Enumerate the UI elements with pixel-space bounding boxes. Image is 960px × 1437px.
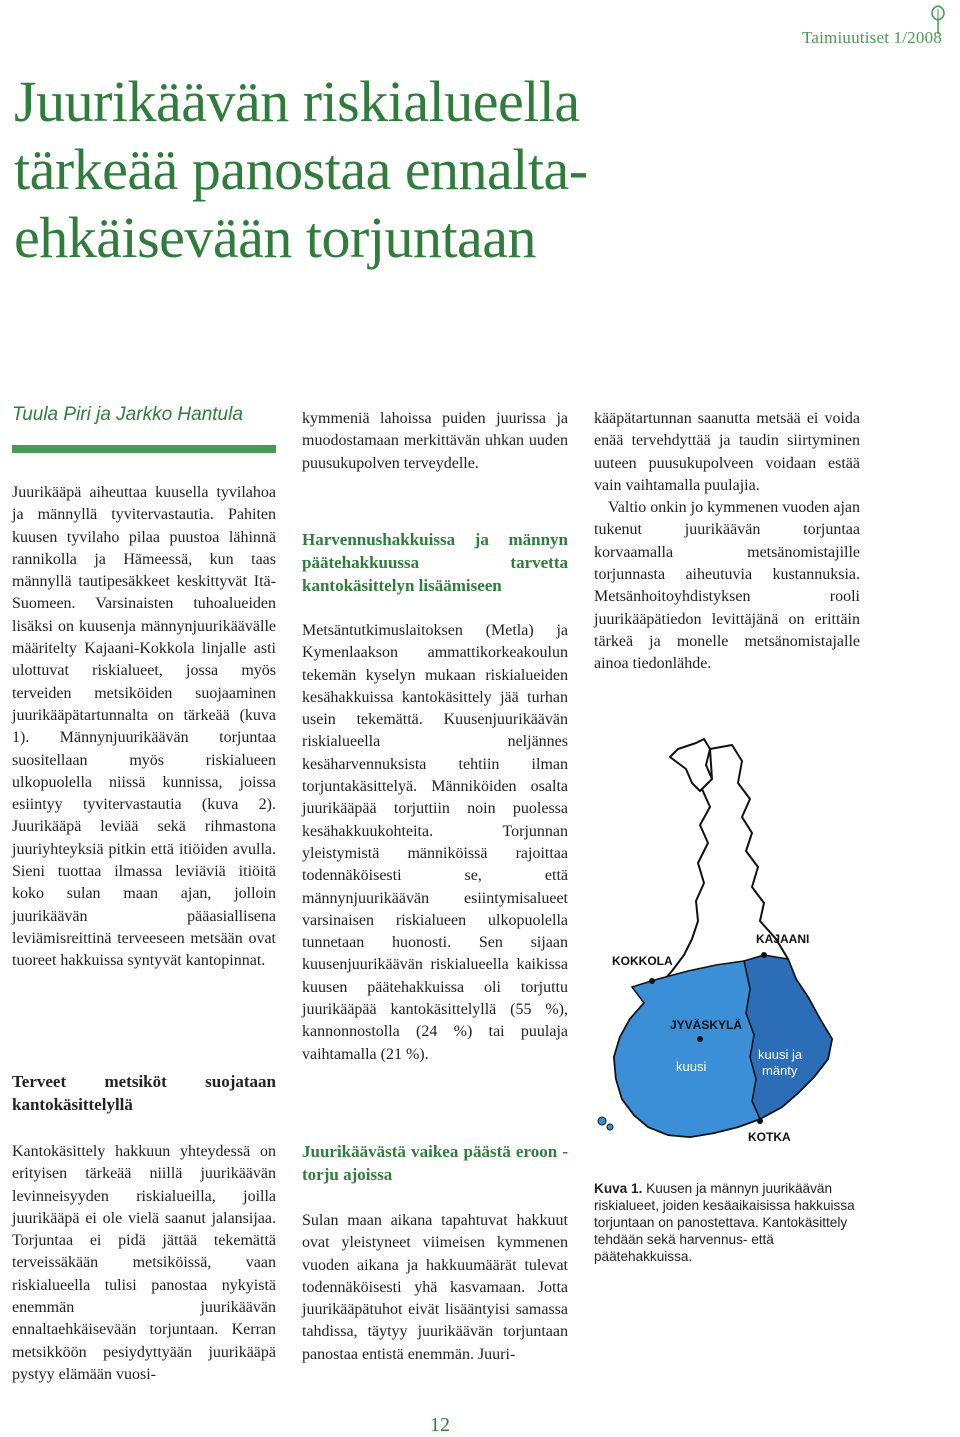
- spruce-pine-zone: [744, 955, 832, 1119]
- title-line: tärkeää panostaa ennalta-: [14, 137, 588, 202]
- caption-label: Kuva 1.: [594, 1181, 643, 1196]
- paragraph: Sulan maan aikana tapahtuvat hakkuut ovat yleistyneet viimeisen kymmenen vuoden aikana ja hakkuumäärät tulevat todennäköisesti yhä kasvamaan. Jotta juurikääpätuhot eivät lisääntyisi samassa tahdissa, täytyy juurikäävän torjuntaan panostaa entistä enemmän. Juuri-: [302, 1212, 568, 1363]
- green-divider: [12, 445, 276, 453]
- map-label-kokkola: KOKKOLA: [612, 954, 673, 968]
- body-column-2-end: [302, 1210, 568, 1366]
- aland-islands: [607, 1124, 613, 1130]
- heading-text: Harvennushakkuissa ja männyn päätehakkuussa tarvetta kantokäsittelyn lisäämiseen: [302, 530, 568, 595]
- spruce-zone: [614, 961, 760, 1137]
- paragraph: kymmeniä lahoissa puiden juurissa ja muodostamaan merkittävän uhkan uuden puusukupolven terveydelle.: [302, 410, 568, 472]
- map-label-jyvaskyla: JYVÄSKYLÄ: [670, 1018, 743, 1032]
- finland-risk-map: [592, 735, 860, 1151]
- paragraph: Metsäntutkimuslaitoksen (Metla) ja Kymenlaakson ammattikorkeakoulun tekemän kyselyn mukaan riskialueiden kesähakkuissa kantokäsittely jää turhan usein tekemättä. Kuusenjuurikäävän riskialueella neljännes kesäharvennuksista tehtiin ilman torjuntakäsittelyä. Männiköiden osalta juurikääpää torjuttiin noin puolessa kesähakkuukohteita. Torjunnan yleistymistä männiköissä rajoittaa todennäköisesti se, että männynjuurikäävän esiintymisalueet varsinaisen riskialueen ulkopuolella tunnetaan huonosti. Sen sijaan kuusenjuurikäävän riskialueella kaikissa kuusen päätehakkuissa oli torjuttu juurikääpää kantokäsittelyllä (55 %), kannonnostolla (24 %) tai puulaja vaihtamalla (21 %).: [302, 622, 568, 1063]
- kajaani-marker: [761, 952, 767, 958]
- caption-text: Kuusen ja männyn juurikäävän riskialueet, joiden kesäaikaisissa hakkuissa torjuntaan on panostettava. Kantokäsittely tehdään sekä harvennus- että päätehakkuissa.: [594, 1181, 855, 1264]
- authors: Tuula Piri ja Jarkko Hantula: [12, 404, 243, 425]
- paragraph: Valtio onkin jo kymmenen vuoden ajan tukenut juurikäävän torjuntaa korvaamalla metsänomistajille torjunnasta aiheutuvia kustannuksia. Metsänhoitoyhdistyksen rooli juurikääpätiedon levittäjänä on erittäin tärkeä ja monelle metsänomistajalle ainoa tiedonlähde.: [594, 499, 860, 673]
- body-column-1: [12, 482, 276, 973]
- title-line: ehkäisevään torjuntaan: [14, 205, 537, 270]
- body-column-2-cont: [302, 620, 568, 1066]
- map-label-kotka: KOTKA: [748, 1130, 791, 1144]
- heading-text: Juurikäävästä vaikea päästä eroon - torju ajoissa: [302, 1142, 568, 1184]
- body-column-2: [302, 408, 568, 475]
- body-column-1-cont: [12, 1141, 276, 1386]
- leaf-icon: [924, 4, 952, 36]
- paragraph: Kantokäsittely hakkuun yhteydessä on erityisen tärkeää niillä juurikäävän levinneisyyden riskialueilla, joilla juurikääpä ei ole vielä saanut jalansijaa. Torjuntaa ei pidä jättää tekemättä terveissäkään metsiköissä, vaan riskialueella tulisi panostaa nykyistä enemmän juurikäävän ennaltaehkäisevään torjuntaan. Kerran metsikköön pesiydyttyään juurikääpä pystyy elämään vuosi-: [12, 1143, 276, 1383]
- heading-text: Terveet metsiköt suojataan kantokäsittelyllä: [12, 1072, 276, 1114]
- map-label-kajaani: KAJAANI: [756, 932, 810, 946]
- map-label-kuusi: kuusi: [676, 1059, 707, 1074]
- paragraph: Juurikääpä aiheuttaa kuusella tyvilahoa ja männyllä tyvitervastautia. Pahiten kuusen tyvilaho pilaa puustoa lähinnä rannikolla ja Hämeessä, kun taas männyllä tautipesäkkeet keskittyvät Itä-Suomeen. Varsinaisten tuhoalueiden lisäksi on kuusenja männynjuurikäävälle määritelty Kajaani-Kokkola linjalle asti ulottuvat riskialueet, jossa myös terveiden metsiköiden suojaaminen juurikääpätartunnalta on tärkeää (kuva 1). Männynjuurikäävän torjuntaa suositellaan myös riskialueen ulkopuolella niissä kunnissa, joissa esiintyy tyvitervastautia (kuva 2). Juurikääpä leviää sekä rihmastona juuriyhteyksiä pitkin että itiöiden avulla. Sieni tuottaa ilmassa leviäviä itiöitä koko sulan maan ajan, jolloin juurikäävän pääasiallisena leviämisreittinä terveeseen metsään ovat tuoreet hakkuissa syntyvät kantopinnat.: [12, 484, 276, 970]
- running-head: Taimiuutiset 1/2008: [801, 28, 942, 47]
- section-heading: [302, 528, 568, 597]
- kokkola-marker: [649, 978, 655, 984]
- kotka-marker: [757, 1118, 763, 1124]
- body-column-3: [594, 408, 860, 676]
- section-heading: [302, 1140, 568, 1186]
- paragraph: kääpätartunnan saanutta metsää ei voida enää tervehdyttää ja taudin siirtyminen uuteen puusukupolveen voidaan estää vain vaihtamalla puulajia.: [594, 410, 860, 494]
- page-number: 12: [430, 1414, 450, 1436]
- map-label-manty: mänty: [762, 1063, 798, 1078]
- title-line: Juurikäävän riskialueella: [14, 69, 580, 134]
- map-label-kuusi-ja: kuusi ja: [758, 1047, 803, 1062]
- aland-islands: [598, 1117, 606, 1125]
- section-heading: [12, 1070, 276, 1116]
- article-title: [14, 68, 734, 272]
- figure-caption: [594, 1180, 860, 1265]
- jyvaskyla-marker: [697, 1036, 703, 1042]
